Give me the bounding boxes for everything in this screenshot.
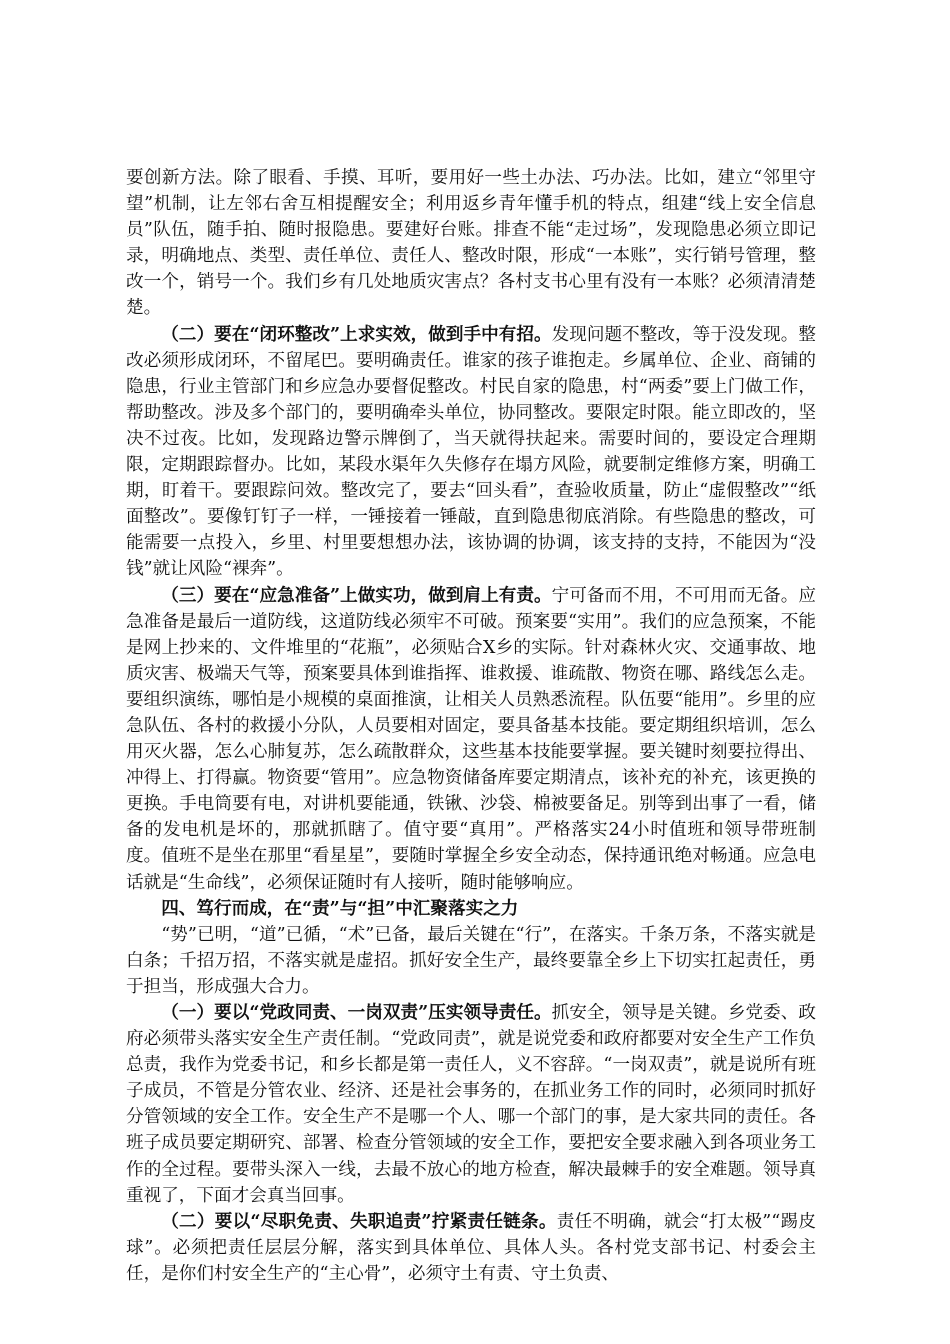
paragraph-leadership-responsibility bbox=[126, 1000, 816, 1209]
paragraph-section-intro bbox=[126, 922, 816, 1000]
paragraph-text: 宁可备而不用，不可用而无备。应急准备是最后一道防线，这道防线必须牢不可破。预案要“实用”。我们的应急预案，不能是网上抄来的、文件堆里的“花瓶”，必须贴合X乡的实际。针对森林火灾、交通事故、地质灾害、极端天气等，预案要具体到谁指挥、谁救援、谁疏散、物资在哪、路线怎么走。要组织演练，哪怕是小规模的桌面推演，让相关人员熟悉流程。队伍要“能用”。乡里的应急队伍、各村的救援小分队，人员要相对固定，要具备基本技能。要定期组织培训，怎么用灭火器，怎么心肺复苏，怎么疏散群众，这些基本技能要掌握。要关键时刻要拉得出、冲得上、打得赢。物资要“管用”。应急物资储备库要定期清点，该补充的补充，该更换的更换。手电筒要有电，对讲机要能通，铁锹、沙袋、棉被要备足。别等到出事了一看，储备的发电机是坏的，那就抓瞎了。值守要“真用”。严格落实24小时值班和领导带班制度。值班不是坐在那里“看星星”，要随时掌握全乡安全动态，保持通讯绝对畅通。应急电话就是“生命线”，必须保证随时有人接听，随时能够响应。 bbox=[126, 585, 816, 893]
paragraph-lead: （二）要在“闭环整改”上求实效，做到手中有招。 bbox=[161, 323, 552, 345]
paragraph-lead: （一）要以“党政同责、一岗双责”压实领导责任。 bbox=[161, 1002, 552, 1023]
section-heading: 四、笃行而成，在“责”与“担”中汇聚落实之力 bbox=[161, 897, 519, 919]
paragraph-text: “势”已明，“道”已循，“术”已备，最后关键在“行”，在落实。千条万条，不落实就是白条；千招万招，不落实就是虚招。抓好安全生产，最终要靠全乡上下切实扛起责任，勇于担当，形成强大合力。 bbox=[126, 924, 816, 997]
paragraph-text: 要创新方法。除了眼看、手摸、耳听，要用好一些土办法、巧办法。比如，建立“邻里守望”机制，让左邻右舍互相提醒安全；利用返乡青年懂手机的特点，组建“线上安全信息员”队伍，随手拍、随时报隐患。要建好台账。排查不能“走过场”，发现隐患必须立即记录，明确地点、类型、责任单位、责任人、整改时限，形成“一本账”，实行销号管理，整改一个，销号一个。我们乡有几处地质灾害点？各村支书心里有没有一本账？必须清清楚楚。 bbox=[126, 168, 816, 319]
paragraph-lead: （二）要以“尽职免责、失职追责”拧紧责任链条。 bbox=[161, 1210, 557, 1232]
paragraph-emergency-preparedness bbox=[126, 583, 816, 896]
paragraph-text: 发现问题不整改，等于没发现。整改必须形成闭环，不留尾巴。要明确责任。谁家的孩子谁抱走。乡属单位、企业、商铺的隐患，行业主管部门和乡应急办要督促整改。村民自家的隐患，村“两委”要上门做工作，帮助整改。涉及多个部门的，要明确牵头单位，协同整改。要限定时限。能立即改的，坚决不过夜。比如，发现路边警示牌倒了，当天就得扶起来。需要时间的，要设定合理期限，定期跟踪督办。比如，某段水渠年久失修存在塌方风险，就要制定维修方案，明确工期，盯着干。要跟踪问效。整改完了，要去“回头看”，查验收质量，防止“虚假整改”“纸面整改”。要像钉钉子一样，一锤接着一锤敲，直到隐患彻底消除。有些隐患的整改，可能需要一点投入，乡里、村里要想想办法，该协调的协调，该支持的支持，不能因为“没钱”就让风险“裸奔”。 bbox=[126, 324, 816, 580]
paragraph-accountability-chain bbox=[126, 1209, 816, 1287]
paragraph-text: 责任不明确，就会“打太极”“踢皮球”。必须把责任层层分解，落实到具体单位、具体人头。各村党支部书记、村委会主任，是你们村安全生产的“主心骨”，必须守土有责、守土负责、 bbox=[126, 1211, 816, 1284]
paragraph-closed-loop-rectification bbox=[126, 322, 816, 583]
paragraph-text: 抓安全，领导是关键。乡党委、政府必须带头落实安全生产责任制。“党政同责”，就是说党委和政府都要对安全生产工作负总责，我作为党委书记，和乡长都是第一责任人，义不容辞。“一岗双责”，就是说所有班子成员，不管是分管农业、经济、还是社会事务的，在抓业务工作的同时，必须同时抓好分管领域的安全工作。安全生产不是哪一个人、哪一个部门的事，是大家共同的责任。各班子成员要定期研究、部署、检查分管领域的安全工作，要把安全要求融入到各项业务工作的全过程。要带头深入一线，去最不放心的地方检查，解决最棘手的安全难题。领导真重视了，下面才会真当回事。 bbox=[126, 1003, 816, 1206]
paragraph-lead: （三）要在“应急准备”上做实功，做到肩上有责。 bbox=[161, 584, 552, 606]
paragraph-continuation bbox=[126, 165, 816, 322]
